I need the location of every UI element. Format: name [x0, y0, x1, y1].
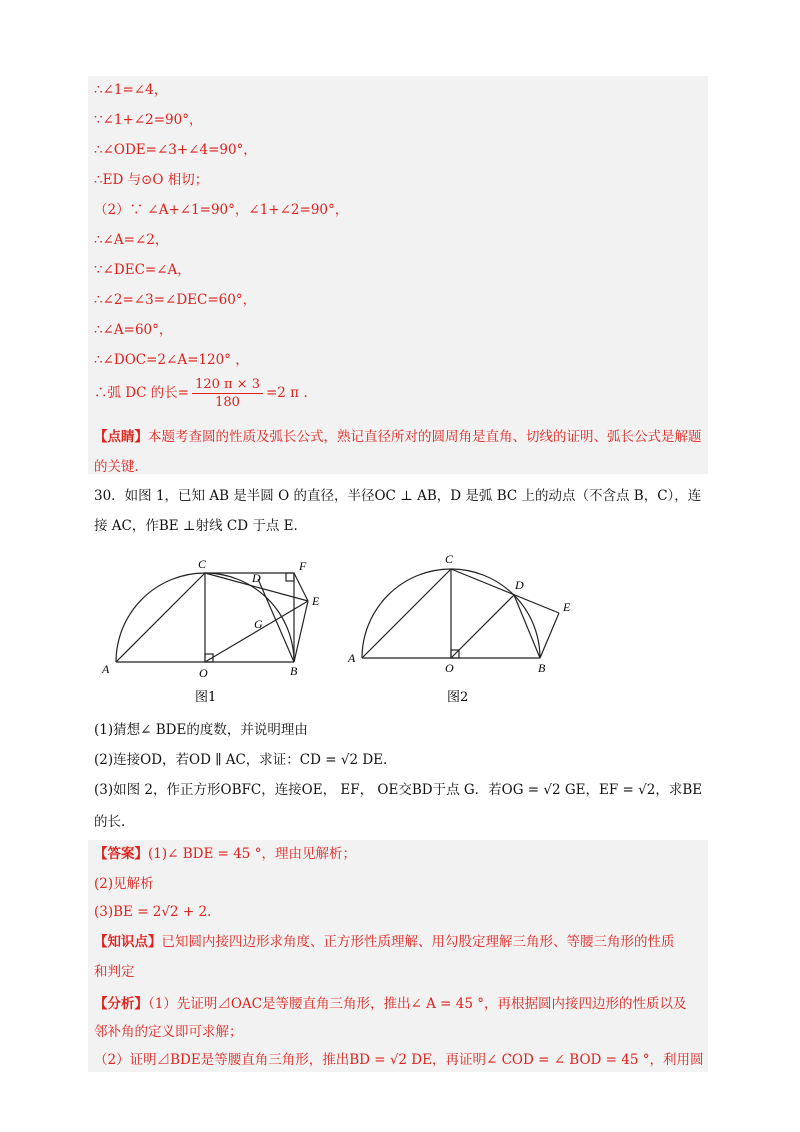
label-c: C	[198, 557, 207, 571]
knowledge-text: 已知圆内接四边形求角度、正方形性质理解、用勾股定理解三角形、等腰三角形的性质	[161, 934, 675, 950]
segment-be	[294, 601, 308, 662]
label-f: F	[299, 559, 307, 573]
figure-2-caption: 图2	[447, 690, 469, 705]
solution-line: （2）∵ ∠A+∠1=90°，∠1+∠2=90°，	[94, 202, 349, 218]
solution-line: ∵∠DEC=∠A，	[94, 262, 191, 278]
label-b: B	[538, 661, 546, 675]
knowledge-line-2: 和判定	[94, 964, 135, 980]
label-b: B	[290, 664, 298, 678]
solution-line: ∴∠ODE=∠3+∠4=90°，	[94, 142, 257, 158]
knowledge-line-1	[94, 932, 675, 952]
figure-2	[345, 548, 585, 708]
arc-formula-suffix: =2 π .	[265, 385, 308, 401]
solution-line: ∴∠A=∠2，	[94, 232, 169, 248]
analysis-line-1	[94, 994, 686, 1014]
line-ce	[451, 569, 559, 613]
analysis-text-1: （1）先证明⊿OAC是等腰直角三角形，推出∠ A = 45 °，再根据圆内接四边形的性质以及	[148, 996, 687, 1012]
label-a: A	[102, 662, 110, 676]
question-1: (1)猜想∠ BDE的度数，并说明理由	[94, 722, 308, 738]
arc-formula-prefix: ∴弧 DC 的长=	[94, 385, 190, 401]
chord-ac	[116, 573, 205, 662]
segment-be	[540, 613, 559, 658]
analysis-line-3: （2）证明⊿BDE是等腰直角三角形，推出BD = √2 DE，再证明∠ COD = ∠ BOD = 45 °，利用圆	[94, 1052, 704, 1068]
label-a: A	[348, 651, 356, 665]
segment-bd	[514, 595, 540, 658]
label-e: E	[312, 594, 320, 608]
solution-line: ∴ED 与⊙O 相切；	[94, 172, 209, 188]
label-o: O	[199, 666, 208, 680]
label-o: O	[445, 661, 454, 675]
answer-tag: 【答案】	[94, 846, 148, 862]
label-g: G	[254, 617, 263, 631]
chord-ac	[362, 569, 451, 658]
analysis-line-2: 邻补角的定义即可求解；	[94, 1024, 243, 1040]
solution-line: ∴∠2=∠3=∠DEC=60°，	[94, 292, 257, 308]
segment-od	[451, 595, 514, 658]
figure-1-caption: 图1	[195, 690, 217, 705]
question-3-continued: 的长.	[94, 814, 126, 830]
arc-formula-denominator: 180	[215, 395, 240, 410]
arc-length-formula	[94, 376, 308, 411]
knowledge-tag: 【知识点】	[94, 934, 162, 950]
comment-text: 本题考查圆的性质及弧长公式，熟记直径所对的圆周角是直角、切线的证明、弧长公式是解题的关键.	[94, 429, 702, 475]
label-d: D	[252, 571, 261, 585]
answer-part-1: (1)∠ BDE = 45 °，理由见解析；	[148, 846, 356, 862]
figure-1	[100, 548, 340, 708]
arc-formula-fraction	[192, 376, 263, 411]
problem-line-1: 30．如图 1，已知 AB 是半圆 O 的直径，半径OC ⊥ AB，D 是弧 BC 上的动点（不含点 B，C），连	[94, 488, 702, 504]
label-e: E	[563, 600, 571, 614]
question-3: (3)如图 2，作正方形OBFC，连接OE， EF， OE交BD于点 G．若OG = √2 GE，EF = √2，求BE	[94, 782, 703, 798]
answer-line-3: (3)BE = 2√2 + 2.	[94, 904, 212, 920]
segment-fe	[294, 573, 308, 601]
segment-oe	[205, 601, 308, 662]
right-angle-f	[286, 573, 294, 581]
comment-paragraph	[94, 422, 704, 482]
solution-line: ∵∠1+∠2=90°，	[94, 112, 203, 128]
label-d: D	[515, 578, 524, 592]
answer-line-2: (2)见解析	[94, 876, 154, 892]
question-2: (2)连接OD，若OD ∥ AC，求证：CD = √2 DE.	[94, 752, 388, 768]
answer-line-1	[94, 844, 356, 864]
arc-formula-numerator: 120 π × 3	[192, 376, 263, 394]
label-c: C	[445, 552, 454, 566]
solution-line: ∴∠DOC=2∠A=120° ，	[94, 352, 249, 368]
solution-line: ∴∠A=60°，	[94, 322, 173, 338]
solution-line: ∴∠1=∠4，	[94, 82, 168, 98]
analysis-tag: 【分析】	[94, 996, 148, 1012]
problem-line-2: 接 AC，作BE ⊥射线 CD 于点 E.	[94, 518, 298, 534]
comment-tag: 【点睛】	[94, 429, 148, 445]
